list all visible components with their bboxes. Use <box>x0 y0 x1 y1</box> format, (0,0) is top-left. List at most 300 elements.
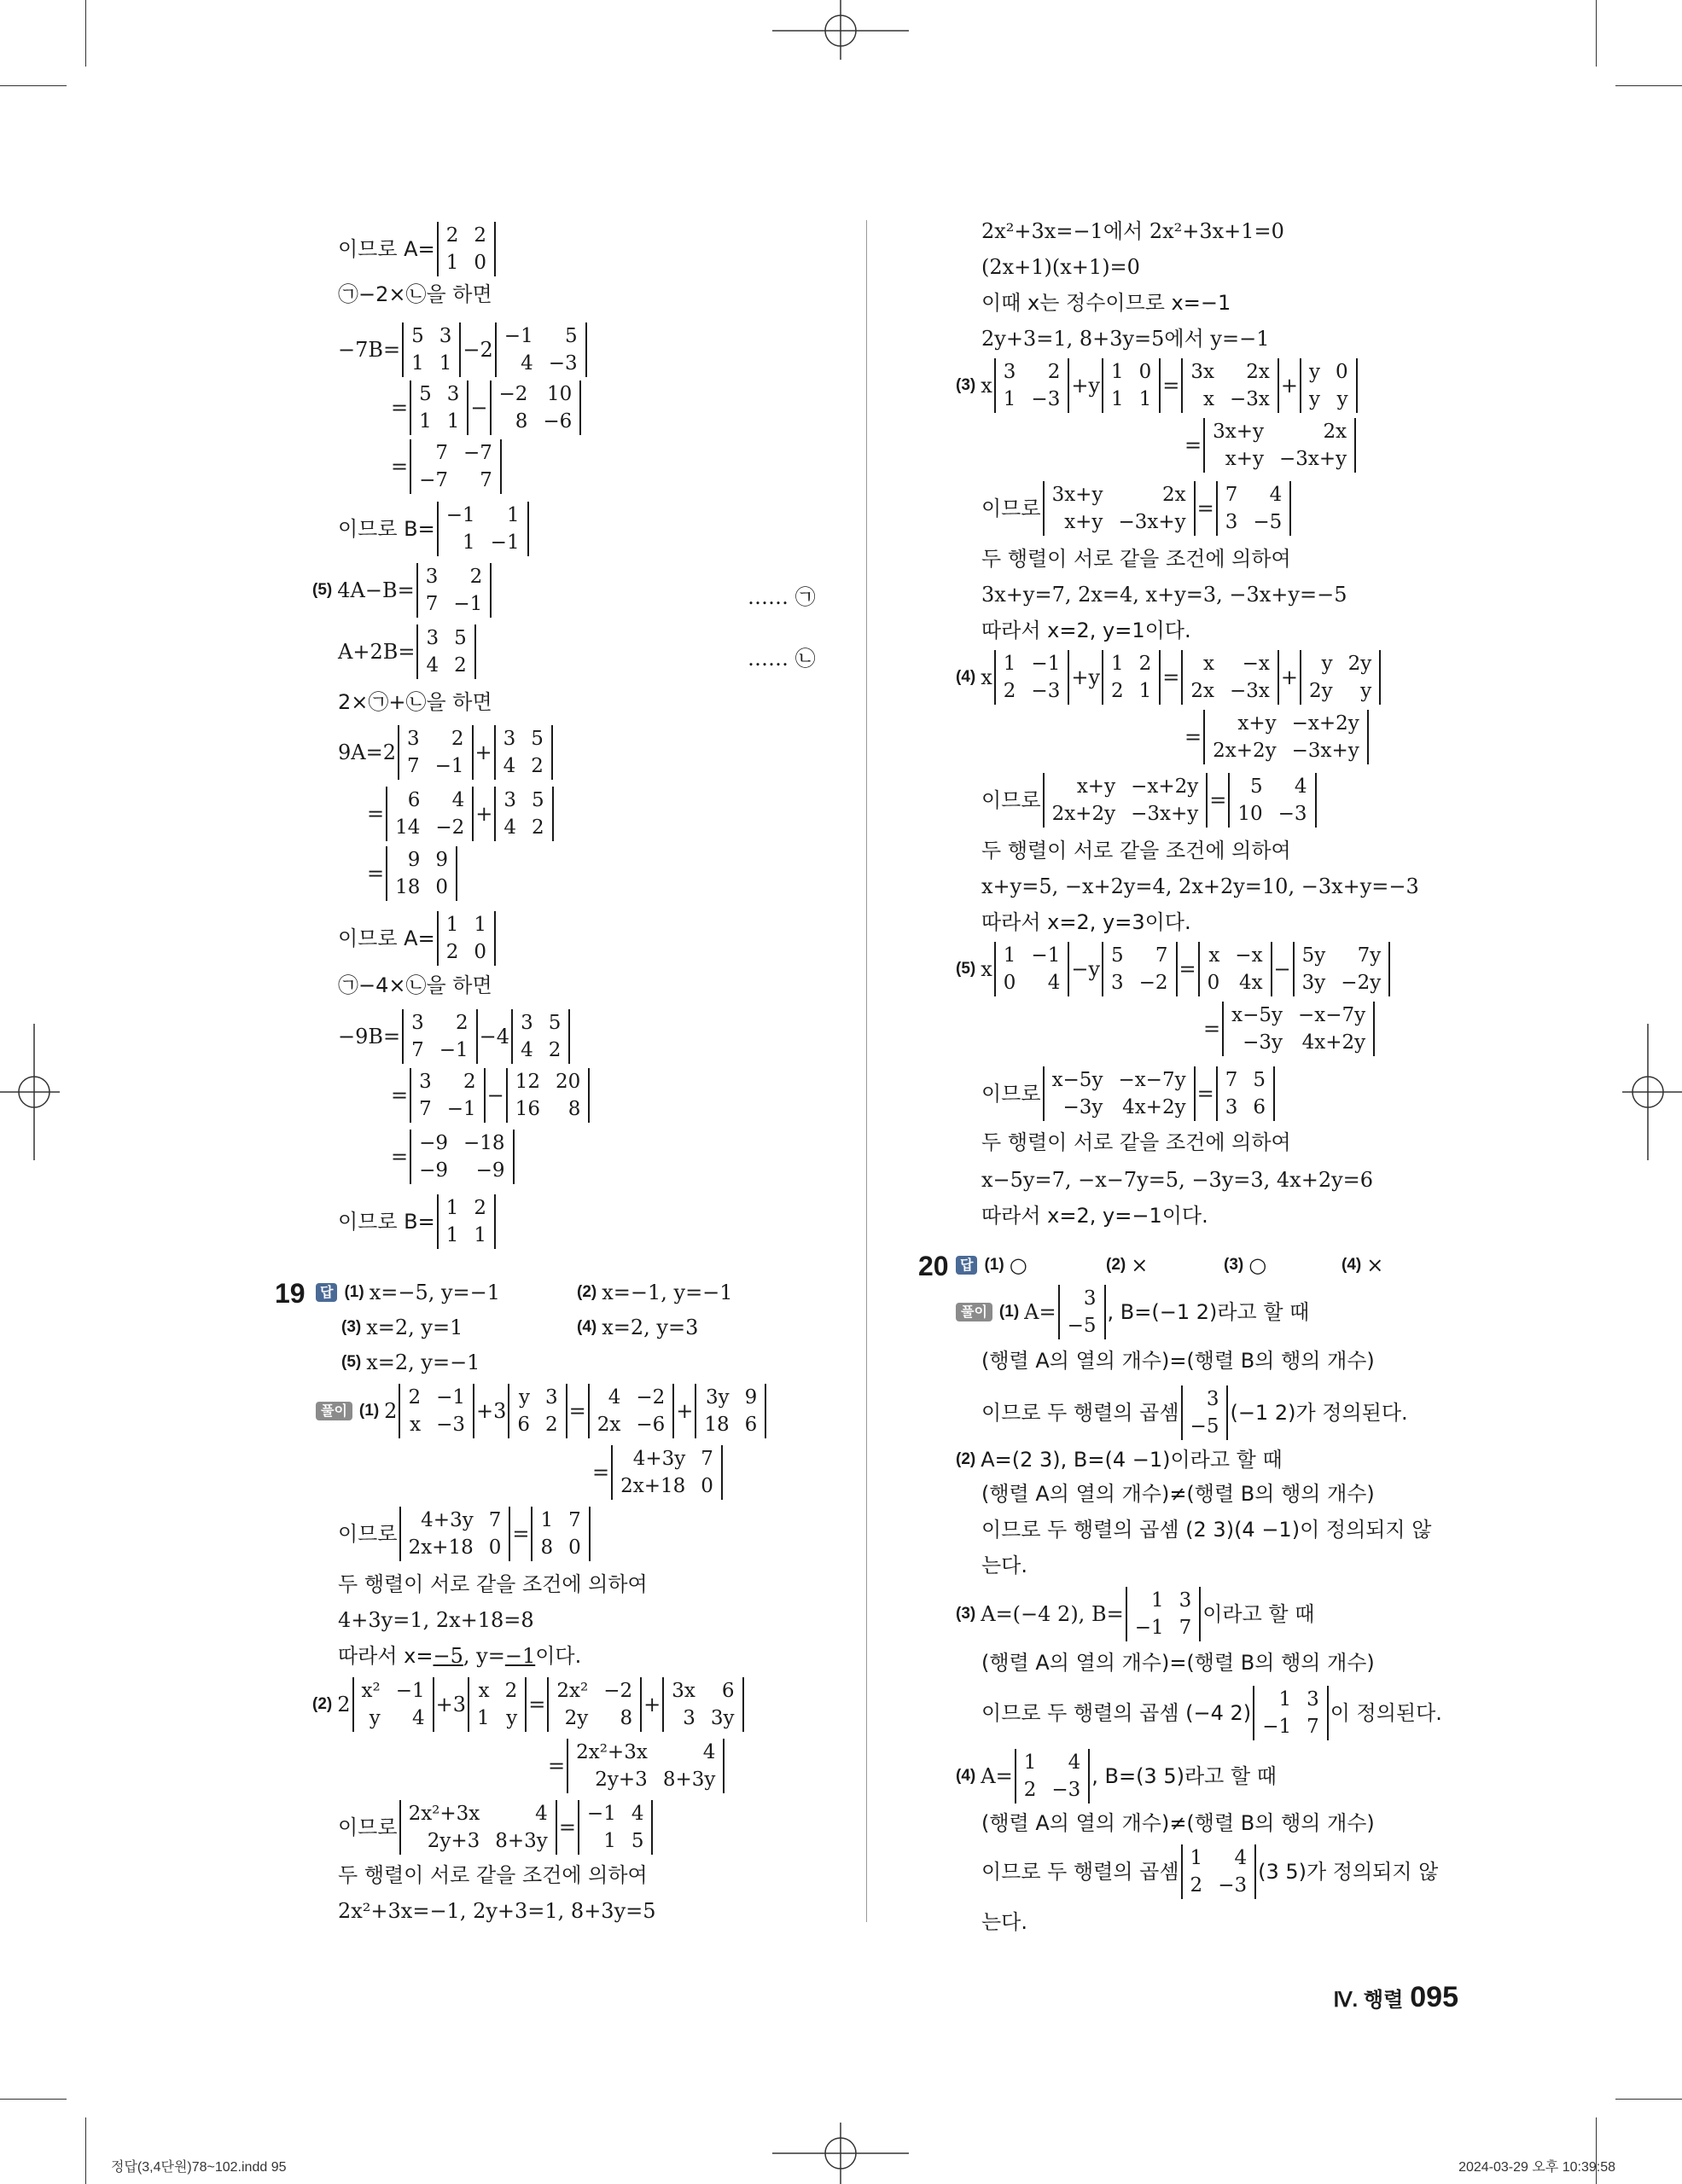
matrix-entry: 4 <box>1294 775 1307 798</box>
matrix-entry: 5 <box>411 325 424 347</box>
matrix-entry: 1 <box>439 352 452 375</box>
matrix-table <box>437 502 529 556</box>
matrix-entry: 4 <box>1068 1751 1081 1774</box>
matrix-table <box>1043 1066 1196 1121</box>
matrix <box>1043 1066 1196 1121</box>
matrix-entry: 12 <box>515 1071 541 1093</box>
answer-badge: 답 <box>316 1283 337 1302</box>
text: 9A=2 <box>338 741 396 764</box>
matrix-entry: 5 <box>454 627 467 649</box>
matrix-entry: −1 <box>439 1039 469 1061</box>
matrix-entry: 3 <box>426 627 439 649</box>
matrix-entry: 2 <box>548 1039 562 1061</box>
matrix-entry: 4 <box>503 755 516 777</box>
matrix-entry: −3x+y <box>1131 803 1199 825</box>
matrix-entry: 4 <box>1047 972 1061 994</box>
text-line: (행렬 A의 열의 개수)≠(행렬 B의 행의 개수) <box>981 1482 1375 1506</box>
answer-value: ○ <box>1248 1253 1267 1277</box>
equation-line <box>338 1800 655 1855</box>
item-number: (4) <box>956 668 976 686</box>
matrix-entry: −6 <box>543 410 573 433</box>
operator: = <box>1179 957 1196 981</box>
operator: − <box>486 1083 504 1107</box>
matrix-entry: 3x <box>672 1680 695 1702</box>
matrix-entry: −1 <box>434 755 464 777</box>
matrix-entry: 4+3y <box>421 1509 474 1531</box>
text: 이므로 두 행렬의 곱셈 (−4 2) <box>981 1701 1252 1725</box>
operator: − <box>470 396 488 420</box>
text-line: 3x+y=7, 2x=4, x+y=3, −3x+y=−5 <box>981 583 1347 607</box>
matrix-entry: 2 <box>451 728 464 750</box>
matrix <box>1300 358 1358 413</box>
matrix-entry: −7 <box>419 469 449 491</box>
matrix-entry: 1 <box>445 252 459 274</box>
matrix-entry: 2 <box>1111 680 1124 702</box>
matrix <box>437 911 496 966</box>
item-number: (5) <box>341 1353 362 1371</box>
item-number: (5) <box>312 581 333 599</box>
matrix-entry: 9 <box>744 1386 758 1409</box>
matrix-entry: y <box>1309 361 1320 383</box>
text: −7B= <box>338 338 401 362</box>
matrix-entry: 2y <box>1309 680 1333 702</box>
matrix-table <box>1181 1844 1257 1899</box>
matrix-entry: 3 <box>503 789 517 811</box>
equation-line <box>391 1130 516 1184</box>
text-line: 따라서 x=2, y=3이다. <box>981 910 1191 934</box>
answer-value: −5 <box>433 1644 463 1668</box>
operator: = <box>512 1522 530 1546</box>
text-line: 2x²+3x=−1, 2y+3=1, 8+3y=5 <box>338 1899 656 1923</box>
text: = <box>391 396 409 420</box>
text-line <box>338 1643 581 1669</box>
text: 이므로 두 행렬의 곱셈 <box>981 1401 1179 1425</box>
matrix-entry: 16 <box>515 1098 541 1120</box>
matrix-entry: 4 <box>535 1803 548 1825</box>
equation-line <box>1184 418 1358 473</box>
matrix-entry: −2y <box>1341 972 1382 994</box>
matrix-entry: 3 <box>1083 1287 1097 1310</box>
equation-line <box>981 1844 1438 1899</box>
matrix-entry: 2 <box>1003 680 1016 702</box>
matrix <box>506 1068 591 1123</box>
answer-line <box>341 1350 480 1375</box>
matrix-table <box>994 358 1070 413</box>
matrix-entry: 3 <box>1307 1688 1319 1711</box>
matrix-entry: 4 <box>521 1039 533 1061</box>
matrix-table <box>511 1009 570 1064</box>
equation-line <box>1184 710 1371 764</box>
matrix-entry: 0 <box>474 252 486 274</box>
matrix-entry: 0 <box>701 1475 713 1497</box>
matrix-entry: 1 <box>1150 1589 1164 1612</box>
matrix-table <box>1228 773 1316 828</box>
matrix <box>994 650 1070 705</box>
matrix-entry: x <box>1203 388 1214 410</box>
text-line: 4+3y=1, 2x+18=8 <box>338 1608 534 1632</box>
matrix-entry: 4 <box>1269 484 1283 506</box>
operator: + <box>676 1399 694 1423</box>
matrix-entry: 2x²+3x <box>408 1803 480 1825</box>
operator: = <box>1162 374 1180 398</box>
matrix-entry: −9 <box>419 1132 449 1154</box>
matrix-table <box>1300 650 1381 705</box>
equation-line <box>312 1677 746 1732</box>
text-line: 두 행렬이 서로 같을 조건에 의하여 <box>338 1863 648 1887</box>
matrix-entry: 4 <box>426 654 439 677</box>
matrix-entry: x² <box>361 1680 381 1702</box>
matrix-table <box>402 322 461 377</box>
matrix-entry: −6 <box>636 1414 666 1436</box>
matrix-entry: 3 <box>1225 1096 1238 1118</box>
matrix-entry: 2x²+3x <box>576 1741 648 1763</box>
matrix-entry: 3x+y <box>1213 421 1264 443</box>
item-number: (4) <box>956 1767 976 1785</box>
matrix-table <box>1216 1066 1275 1121</box>
text: (−1 2)가 정의된다. <box>1230 1401 1408 1425</box>
operator: = <box>528 1693 546 1716</box>
matrix <box>1102 358 1161 413</box>
matrix <box>494 787 553 841</box>
matrix-entry: 2 <box>445 941 459 963</box>
text-line: x−5y=7, −x−7y=5, −3y=3, 4x+2y=6 <box>981 1168 1374 1192</box>
matrix-entry: −3 <box>1031 680 1061 702</box>
matrix-table <box>399 1800 557 1855</box>
matrix-entry: 18 <box>704 1414 730 1436</box>
operator: = <box>1196 1082 1214 1106</box>
matrix <box>1203 710 1369 764</box>
matrix-entry: −3 <box>1278 803 1307 825</box>
text: 이므로 <box>981 1082 1041 1106</box>
matrix-table <box>1253 1686 1329 1740</box>
operator: + <box>474 741 492 764</box>
matrix-table <box>578 1800 654 1855</box>
matrix-entry: y <box>506 1707 518 1729</box>
matrix <box>352 1677 434 1732</box>
matrix <box>490 380 582 435</box>
matrix-entry: 2 <box>469 566 483 588</box>
matrix-entry: 0 <box>488 1536 502 1559</box>
matrix <box>1181 358 1279 413</box>
matrix-entry: 7 <box>411 1039 424 1061</box>
matrix-entry: −3 <box>548 352 578 375</box>
matrix-table <box>1058 1285 1106 1339</box>
operator: +3 <box>475 1399 507 1423</box>
matrix-entry: 0 <box>1207 972 1220 994</box>
matrix-entry: x+y <box>1076 775 1116 798</box>
item-number: (1) <box>344 1283 364 1301</box>
matrix-table <box>1102 942 1178 996</box>
matrix <box>410 439 502 494</box>
matrix-entry: 4 <box>608 1386 621 1409</box>
matrix-entry: 2 <box>474 224 486 247</box>
equation-marker: …… ㉡ <box>748 647 816 671</box>
text-line: (행렬 A의 열의 개수)≠(행렬 B의 행의 개수) <box>981 1811 1375 1835</box>
operator: − <box>1273 957 1291 981</box>
text: A=(2 3), B=(4 −1)이라고 할 때 <box>981 1448 1283 1472</box>
text-line <box>956 1447 1283 1472</box>
matrix-table <box>1181 358 1279 413</box>
matrix-table <box>567 1739 725 1793</box>
matrix-entry: 1 <box>445 914 459 936</box>
text: 이므로 B= <box>338 517 435 541</box>
equation-line <box>981 1686 1442 1740</box>
matrix-entry: 4 <box>503 816 517 839</box>
equation-line <box>981 773 1318 828</box>
matrix <box>1043 773 1208 828</box>
matrix <box>1126 1587 1202 1641</box>
matrix-entry: −1 <box>446 1098 476 1120</box>
matrix <box>398 725 474 780</box>
matrix-table <box>508 1384 567 1438</box>
equation-line <box>367 787 556 841</box>
equation-line <box>338 222 498 276</box>
equation-line <box>391 380 583 435</box>
matrix-entry: 1 <box>1111 388 1124 410</box>
question-number: 19 <box>275 1278 306 1309</box>
text: 이므로 <box>981 497 1041 520</box>
matrix-entry: 2 <box>1047 361 1061 383</box>
text-line: 따라서 x=2, y=1이다. <box>981 619 1191 642</box>
matrix-entry: x+y <box>1237 712 1277 735</box>
matrix-entry: 3 <box>446 383 460 405</box>
item-number: (3) <box>956 376 976 394</box>
text: 이므로 <box>981 788 1041 812</box>
text: −9B= <box>338 1025 401 1048</box>
matrix-entry: y <box>1309 388 1320 410</box>
answer-value: x=2, y=1 <box>366 1316 463 1339</box>
matrix <box>1216 1066 1275 1121</box>
matrix-entry: 7 <box>1155 944 1168 967</box>
matrix-entry: 1 <box>1190 1847 1203 1869</box>
matrix-entry: 6 <box>744 1414 758 1436</box>
matrix-entry: 2 <box>504 1680 518 1702</box>
text: A= <box>981 1764 1013 1788</box>
matrix-entry: 1 <box>1003 653 1016 675</box>
matrix <box>662 1677 743 1732</box>
text: x <box>981 957 992 981</box>
matrix-entry: 0 <box>1003 972 1016 994</box>
matrix-entry: 9 <box>407 849 421 871</box>
equation-line <box>981 481 1293 536</box>
equation-line <box>338 1194 498 1249</box>
operator: +3 <box>435 1693 467 1716</box>
matrix-entry: y <box>1360 680 1372 702</box>
matrix-table <box>662 1677 743 1732</box>
matrix <box>437 1194 496 1249</box>
matrix-entry: 2 <box>456 1012 469 1034</box>
item-number: (3) <box>1224 1256 1244 1274</box>
matrix-entry: −1 <box>453 593 483 615</box>
matrix-entry: 10 <box>547 383 573 405</box>
matrix-entry: 7 <box>568 1509 581 1531</box>
matrix-entry: 8 <box>567 1098 581 1120</box>
text: 이므로 두 행렬의 곱셈 <box>981 1860 1179 1884</box>
matrix-entry: 3 <box>683 1707 695 1729</box>
text-line: 2x²+3x=−1에서 2x²+3x+1=0 <box>981 219 1284 243</box>
matrix-entry: 3 <box>1111 972 1124 994</box>
answer-value: ○ <box>1009 1253 1027 1277</box>
text: 따라서 x= <box>338 1644 434 1668</box>
text: , B=(−1 2)라고 할 때 <box>1107 1300 1310 1324</box>
text: x <box>981 374 992 398</box>
matrix-table <box>1015 1749 1091 1804</box>
item-number: (1) <box>984 1256 1004 1274</box>
answer-line <box>1342 1252 1383 1278</box>
text-line: 두 행렬이 서로 같을 조건에 의하여 <box>338 1572 648 1596</box>
answer-line <box>341 1315 463 1340</box>
operator: = <box>568 1399 586 1423</box>
matrix-entry: 3 <box>439 325 452 347</box>
matrix-entry: −3y <box>1062 1096 1103 1118</box>
matrix-entry: 2x <box>1323 421 1347 443</box>
matrix <box>1198 942 1272 996</box>
matrix-entry: −1 <box>503 325 533 347</box>
matrix-entry: 18 <box>395 876 421 898</box>
text: 2 <box>384 1399 398 1423</box>
matrix-entry: 0 <box>568 1536 581 1559</box>
matrix-table <box>1216 481 1292 536</box>
operator: + <box>475 802 493 826</box>
matrix-entry: −3x <box>1230 388 1270 410</box>
matrix-entry: x−5y <box>1231 1004 1283 1026</box>
matrix-table <box>494 787 553 841</box>
matrix <box>1228 773 1316 828</box>
footer-filename: 정답(3,4단원)78~102.indd 95 <box>111 2160 287 2175</box>
text-line: (2x+1)(x+1)=0 <box>981 255 1140 279</box>
operator: −2 <box>463 338 493 362</box>
matrix-entry: 4 <box>631 1803 644 1825</box>
matrix-table <box>386 846 457 901</box>
matrix-entry: 2x <box>597 1414 621 1436</box>
matrix-entry: 3 <box>521 1012 533 1034</box>
matrix-table <box>410 1068 486 1123</box>
matrix-entry: −3 <box>1031 388 1061 410</box>
equation-line <box>391 1068 591 1123</box>
registration-mark <box>0 1024 68 1160</box>
matrix-entry: 4 <box>702 1741 716 1763</box>
matrix-entry: 7 <box>488 1509 502 1531</box>
matrix-entry: −3x+y <box>1118 511 1186 533</box>
matrix-entry: −5 <box>1190 1415 1219 1438</box>
matrix <box>695 1384 766 1438</box>
operator: −y <box>1071 957 1100 981</box>
matrix-table <box>437 222 496 276</box>
equation-line <box>592 1445 725 1500</box>
text-line: x+y=5, −x+2y=4, 2x+2y=10, −3x+y=−3 <box>981 874 1419 898</box>
matrix-entry: 7 <box>419 1098 432 1120</box>
matrix-entry: −9 <box>475 1159 505 1182</box>
answer-value: × <box>1366 1253 1384 1277</box>
matrix-entry: 2x+18 <box>408 1536 474 1559</box>
matrix-entry: 2x+18 <box>620 1475 686 1497</box>
answer-badge: 답 <box>956 1256 977 1275</box>
text: = <box>391 1083 409 1107</box>
matrix-entry: 8+3y <box>495 1830 548 1852</box>
matrix-entry: y <box>1336 388 1348 410</box>
text-line: 이때 x는 정수이므로 x=−1 <box>981 291 1231 315</box>
item-number: (2) <box>312 1695 333 1713</box>
item-number: (2) <box>1106 1256 1126 1274</box>
matrix <box>1181 1385 1229 1440</box>
answer-value: x=−5, y=−1 <box>369 1281 501 1304</box>
item-number: (1) <box>998 1303 1020 1321</box>
text: A=(−4 2), B= <box>981 1602 1124 1626</box>
matrix <box>410 1068 486 1123</box>
matrix-entry: 1 <box>411 352 424 375</box>
matrix-entry: 2 <box>545 1414 558 1436</box>
matrix <box>494 725 553 780</box>
operator: + <box>1280 374 1298 398</box>
matrix-entry: −1 <box>1134 1617 1164 1639</box>
matrix-entry: −7 <box>463 442 492 464</box>
matrix-table <box>495 322 587 377</box>
matrix-entry: 3 <box>545 1386 558 1409</box>
matrix-entry: x−5y <box>1051 1069 1103 1091</box>
equation-line <box>981 1385 1408 1440</box>
equation-marker: …… ㉠ <box>748 585 816 609</box>
item-number: (5) <box>956 960 976 978</box>
matrix <box>399 1507 511 1561</box>
matrix-entry: 2 <box>463 1071 476 1093</box>
matrix-table <box>402 1009 478 1064</box>
matrix-entry: 1 <box>603 1830 616 1852</box>
matrix-entry: 8 <box>620 1707 633 1729</box>
matrix-entry: 3x+y <box>1051 484 1103 506</box>
matrix-table <box>416 563 492 618</box>
page-number-block <box>1333 1981 1458 2014</box>
matrix-table <box>611 1445 723 1500</box>
crop-mark <box>85 0 86 67</box>
matrix-table <box>1043 773 1208 828</box>
matrix <box>468 1677 527 1732</box>
column-divider <box>866 220 867 1922</box>
equation-line <box>956 650 1382 705</box>
matrix-entry: 1 <box>474 914 486 936</box>
crop-mark <box>1596 0 1597 67</box>
matrix <box>495 322 587 377</box>
matrix-entry: 2 <box>408 1386 422 1409</box>
operator: = <box>558 1815 576 1839</box>
matrix-entry: 5 <box>631 1830 644 1852</box>
matrix <box>508 1384 567 1438</box>
matrix-entry: 7 <box>425 593 439 615</box>
text-line: ㉠−2×㉡을 하면 <box>338 282 492 306</box>
matrix-entry: 1 <box>1138 388 1152 410</box>
matrix-entry: 2x <box>1161 484 1186 506</box>
text-line: ㉠−4×㉡을 하면 <box>338 973 492 997</box>
text: = <box>391 1145 409 1169</box>
matrix-entry: 6 <box>721 1680 735 1702</box>
matrix-entry: 2 <box>454 654 467 677</box>
matrix-entry: −3y <box>1243 1031 1283 1054</box>
matrix <box>511 1009 570 1064</box>
text-line: 이므로 두 행렬의 곱셈 (2 3)(4 −1)이 정의되지 않 <box>981 1518 1432 1542</box>
matrix-table <box>994 650 1070 705</box>
answer-line <box>316 1280 500 1305</box>
matrix-entry: 1 <box>445 1197 459 1219</box>
crop-mark <box>85 2117 86 2184</box>
matrix-entry: 4 <box>411 1707 425 1729</box>
matrix <box>1222 1002 1375 1056</box>
matrix <box>547 1677 642 1732</box>
matrix-table <box>416 624 475 679</box>
matrix <box>1181 1844 1257 1899</box>
matrix-entry: 10 <box>1237 803 1263 825</box>
section-title: Ⅳ. 행렬 <box>1333 1989 1404 2012</box>
matrix-table <box>1102 358 1161 413</box>
matrix-entry: y <box>369 1707 381 1729</box>
